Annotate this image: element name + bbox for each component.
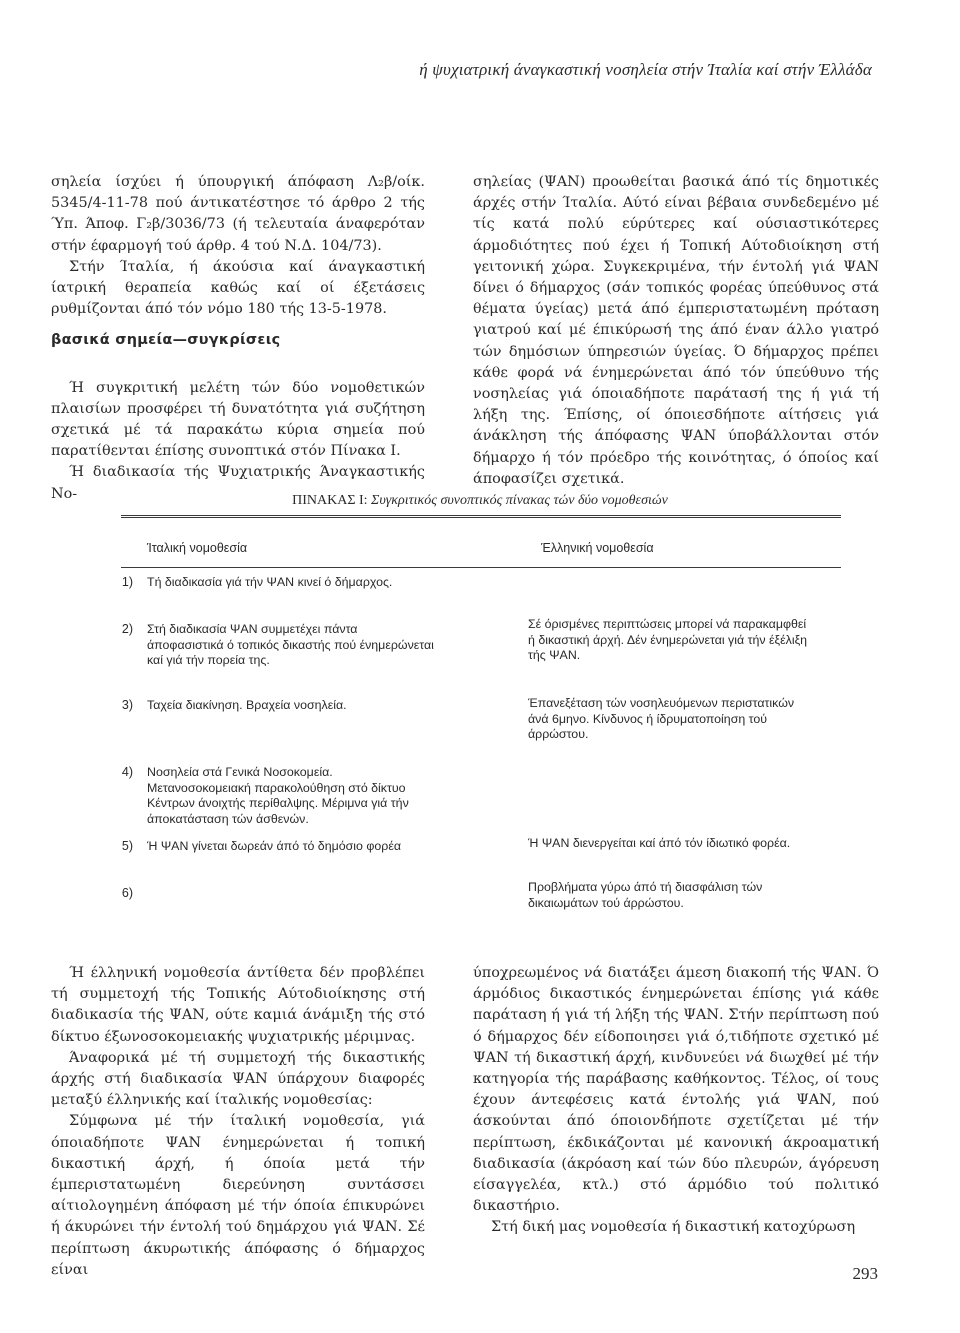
row-number: 3) — [121, 698, 133, 712]
paragraph: Σύμφωνα μέ τήν ίταλική νομοθεσία, γιά όποιαδήποτε ΨΑΝ ένημερώνεται ή τοπική δικαστική άρχή, ή όποία μετά τήν έμπεριστατωμένη διερεύνηση συντάσσει αίτιολογημένη άπόφαση μέ τήν όποία έπικυρώνει ή άκυρώνει τήν έντολή τού δημάρχου γιά ΨΑΝ. Σέ περίπτωση άκυρωτικής άπόφασης ό δήμαρχος είναι — [51, 1113, 425, 1278]
paragraph: σηλεία ίσχύει ή ύπουργική άπόφαση Λ₂β/οίκ. 5345/4-11-78 πού άντικατέστησε τό άρθρο 2 τής Ύπ. Άποφ. Γ₂β/3036/73 (ή τελευταία άναφερόταν στήν έφαρμογή τού άρθρ. 4 τού Ν.Δ. 104/73). — [51, 174, 425, 254]
row-number: 5) — [121, 839, 133, 853]
paragraph: ύποχρεωμένος νά διατάξει άμεση διακοπή τής ΨΑΝ. Ό άρμόδιος δικαστικός ένημερώνεται έπίσης γιά κάθε παράταση ή γιά τή λήξη τής ΨΑΝ. Στήν περίπτωση πού ό δήμαρχος δέν είδοποιησει γιά ό,τιδήποτε σχετικό μέ ΨΑΝ τή δικαστική άρχή, κινδυνεύει νά διωχθεί μέ τήν κατηγορία τής παράβασης καθήκοντος. Τέλος, οί τους έχουν άντεφέσεις κατά έντολής γιά ΨΑΝ, πού άσκούνται άπό όποιονδήποτε σχετίζεται μέ τήν περίπτωση, έκδικάζονται μέ κανονική άκροαματική διαδικασία (άκρόαση καί τών δύο πλευρών, άγόρευση είσαγγελέα, κτλ.) στό άρμόδιο τού πολιτικό δικαστήριο. — [473, 965, 879, 1215]
table-cell-greek: Έπανεξέταση τών νοσηλευόμενων περιστατικών άνά 6μηνο. Κίνδυνος ή ίδρυματοποίηση τού άρρώστου. — [528, 696, 795, 741]
row-number: 4) — [121, 765, 133, 779]
table-cell-greek: Προβλήματα γύρω άπό τή διασφάλιση τών δικαιωμάτων τού άρρώστου. — [528, 880, 763, 910]
table-cell-greek: Σέ όρισμένες περιπτώσεις μπορεί νά παρακαμφθεί ή δικαστική άρχή. Δέν ένημερώνεται γιά τήν έξέλιξη τής ΨΑΝ. — [528, 617, 808, 662]
row-number: 6) — [121, 886, 133, 900]
column-right-top — [473, 172, 879, 490]
table-cell-italian: Τή διαδικασία γιά τήν ΨΑΝ κινεί ό δήμαρχος. — [147, 575, 393, 589]
row-number: 1) — [121, 575, 133, 589]
table-cell-italian: Στή διαδικασία ΨΑΝ συμμετέχει πάντα άποφασιστικά ό τοπικός δικαστής πού ένημερώνεται καί γιά τήν πορεία της. — [147, 622, 434, 667]
paragraph: Στήν Ίταλία, ή άκούσια καί άναγκαστική ίατρική θεραπεία καθώς καί οί έξετάσεις ρυθμίζονται άπό τόν νόμο 180 τής 13-5-1978. — [51, 258, 425, 318]
page-number: 293 — [852, 1264, 878, 1283]
column-header-greek: Έλληνική νομοθεσία — [541, 541, 654, 555]
table-cell-italian: Ή ΨΑΝ γίνεται δωρεάν άπό τό δημόσιο φορέα — [147, 839, 402, 853]
paragraph: Ή διαδικασία τής Ψυχιατρικής Άναγκαστικής Νο- — [51, 464, 425, 502]
table-cell-italian: Ταχεία διακίνηση. Βραχεία νοσηλεία. — [147, 698, 347, 712]
paragraph: Άναφορικά μέ τή συμμετοχή τής δικαστικής άρχής στή διαδικασία ΨΑΝ ύπάρχουν διαφορές μεταξύ έλληνικής καί ίταλικής νομοθεσίας: — [51, 1049, 425, 1109]
column-header-italian: Ίταλική νομοθεσία — [147, 541, 248, 555]
table-caption — [0, 493, 960, 509]
table-cell-greek: Ή ΨΑΝ διενεργείται καί άπό τόν ίδιωτικό φορέα. — [528, 836, 791, 850]
table-rule-top — [121, 515, 841, 516]
column-left-bottom — [51, 963, 425, 1281]
paragraph: Ή έλληνική νομοθεσία άντίθετα δέν προβλέπει τή συμμετοχή τής Τοπικής Αύτοδιοίκησης στή διαδικασία τής ΨΑΝ, ούτε καμιά άνάμιξη τής στό δίκτυο έξωνοσοκομειακής ψυχιατρικής μέριμνας. — [51, 965, 425, 1045]
table-cell-italian: Νοσηλεία στά Γενικά Νοσοκομεία. Μετανοσοκομειακή παρακολούθηση στό δίκτυο Κέντρων άνοιχτής περίθαλψης. Μέριμνα γιά τήν άποκατάσταση τών άσθενών. — [147, 765, 409, 826]
paragraph: Ή συγκριτική μελέτη τών δύο νομοθετικών πλαισίων προσφέρει τή δυνατότητα γιά συζήτηση σχετικά μέ τά παρακάτω κύρια σημεία πού παρατίθενται έπίσης συνοπτικά στόν Πίνακα Ι. — [51, 379, 425, 460]
table-title: Συγκριτικός συνοπτικός πίνακας τών δύο νομοθεσιών — [371, 493, 668, 508]
section-heading: βασικά σημεία—συγκρίσεις — [51, 332, 281, 349]
column-right-bottom — [473, 963, 879, 1239]
paragraph: σηλείας (ΨΑΝ) προωθείται βασικά άπό τίς δημοτικές άρχές στήν Ίταλία. Αύτό είναι βέβαια συνδεδεμένο μέ τίς κατά πολύ εύρύτερες καί ούσιαστικότερες άρμοδιότητες πού έχει ή Τοπική Αύτοδιοίκηση στή γειτονική χώρα. Συγκεκριμένα, τήν έντολή γιά ΨΑΝ δίνει ό δήμαρχος (σάν τοπικός φορέας ύπεύθυνος στά θέματα ύγείας) μετά άπό έμπεριστατωμένη πρόταση γιατρού καί μέ έπικύρωσή της άπό έναν άλλο γιατρό τών δημόσιων ύπηρεσιών ύγείας. Ό δήμαρχος πρέπει κάθε φορά νά ένημερώνεται άπό τόν ύπεύθυνο τής νοσηλείας γιά όποιαδήποτε παράτασή της ή γιά τή λήξη της. Έπίσης, οί όποιεσδήποτε αίτήσεις γιά άνάκληση τής άπόφασης ΨΑΝ ύποβάλλονται στόν δήμαρχο ή τόν πρόεδρο τής κοινότητας, ό όποίος καί άποφασίζει σχετικά. — [473, 174, 879, 487]
running-head: ή ψυχιατρική άναγκαστική νοσηλεία στήν Ίταλία καί στήν Έλλάδα — [419, 60, 872, 79]
table-label: ΠΙΝΑΚΑΣ Ι: — [292, 493, 368, 508]
column-left-top — [51, 172, 425, 505]
row-number: 2) — [121, 622, 133, 636]
table-rule-top-double — [121, 517, 841, 518]
table-rule-header — [121, 567, 841, 568]
paragraph: Στή δική μας νομοθεσία ή δικαστική κατοχύρωση — [491, 1219, 856, 1236]
